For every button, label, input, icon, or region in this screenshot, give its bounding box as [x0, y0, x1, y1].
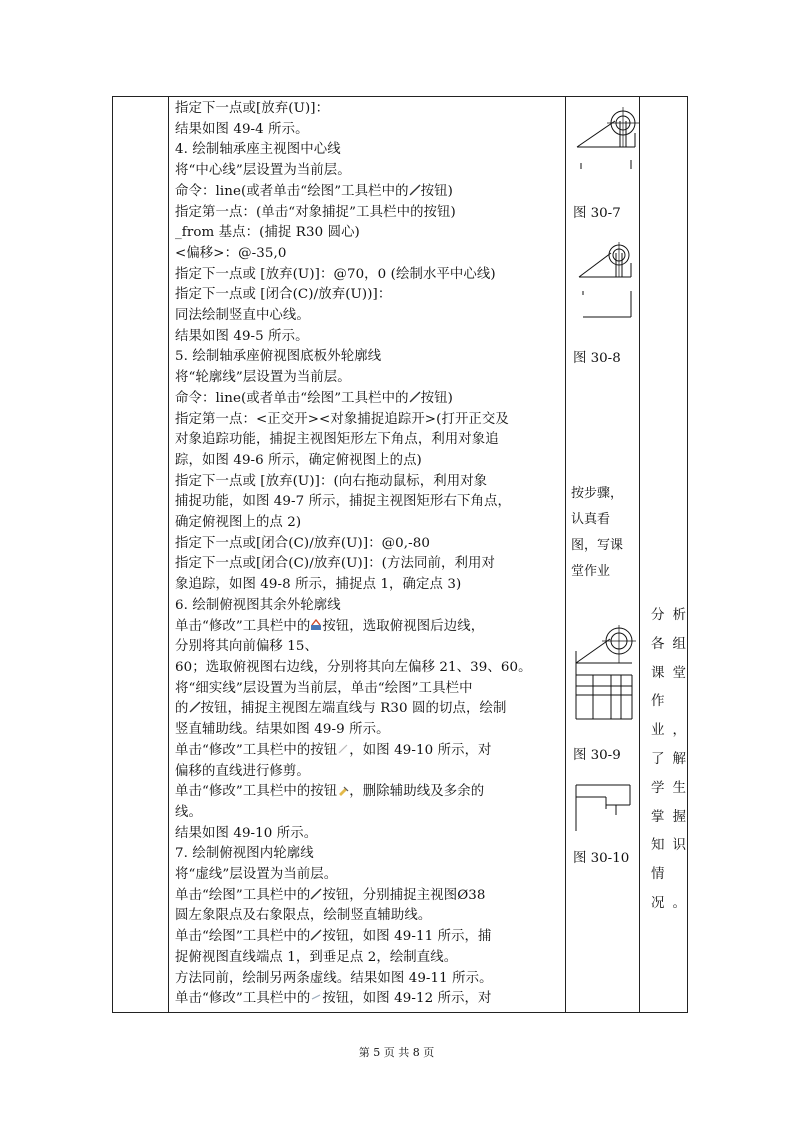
- text-line: 指定下一点或[闭合(C)/放弃(U)]：@0,-80: [175, 535, 431, 551]
- eval-line: 情: [651, 866, 673, 883]
- bearing-seat-figure-2: [579, 239, 649, 321]
- text-line: 方法同前，绘制另两条虚线。结果如图 49-11 所示。: [175, 970, 493, 986]
- bearing-seat-figure-3: [576, 623, 642, 719]
- text-line: [175, 699, 565, 720]
- text-line: 圆左象限点及右象限点，绘制竖直辅助线。: [175, 908, 432, 924]
- note-line: 按步骤，: [571, 486, 624, 501]
- text-line: 象追踪，如图 49-8 所示，捕捉点 1，确定点 3): [175, 577, 462, 593]
- text-line: [175, 886, 565, 907]
- trim-tool-icon: [337, 743, 349, 755]
- text-line: [175, 389, 565, 410]
- line-tool-icon: [189, 701, 201, 713]
- text-line: [175, 927, 565, 948]
- text-line: 确定俯视图上的点 2): [175, 515, 302, 531]
- text-line: [175, 782, 565, 803]
- text-line: 指定第一点：<正交开><对象捕捉追踪开>(打开正交及: [175, 411, 509, 427]
- text-line: 结果如图 49-4 所示。: [175, 121, 309, 137]
- text-line: [175, 989, 565, 1010]
- text-line: 7. 绘制俯视图内轮廓线: [175, 846, 314, 862]
- text-line: [175, 182, 565, 203]
- note-line: 图，写课: [571, 538, 624, 553]
- text-span: 单击“绘图”工具栏中的: [175, 887, 311, 903]
- text-line: [175, 741, 565, 762]
- text-line: 6. 绘制俯视图其余外轮廓线: [175, 597, 341, 613]
- procedure-text: [175, 99, 565, 1010]
- eval-line: 掌握: [651, 808, 694, 825]
- eval-line: 课堂: [651, 664, 694, 681]
- text-line: 分别将其向前偏移 15、: [175, 639, 319, 655]
- lesson-table: [112, 96, 694, 1013]
- note-line: 堂作业: [571, 564, 611, 579]
- figure-caption: 图 30-10: [573, 851, 630, 866]
- text-line: 指定下一点或[闭合(C)/放弃(U)]：(方法同前，利用对: [175, 556, 495, 572]
- text-span: 单击“修改”工具栏中的按钮: [175, 742, 338, 758]
- column-divider: [565, 97, 566, 1012]
- text-line: 60；选取俯视图右边线，分别将其向左偏移 21、39、60。: [175, 659, 532, 675]
- eval-line: 学生: [651, 779, 694, 796]
- text-line: <偏移>：@-35,0: [175, 245, 287, 261]
- text-line: 结果如图 49-10 所示。: [175, 825, 318, 841]
- text-span: ，删除辅助线及多余的: [349, 784, 485, 800]
- bearing-seat-figure-4: [576, 785, 638, 831]
- text-line: 踪，如图 49-6 所示，确定俯视图上的点): [175, 452, 422, 468]
- erase-tool-icon: [337, 784, 349, 796]
- text-span: 按钮): [420, 390, 453, 406]
- eval-line: 分析: [651, 607, 694, 623]
- eval-line: 业，: [651, 722, 694, 739]
- text-line: 指定下一点或 [放弃(U)]：@70，0 (绘制水平中心线): [175, 266, 496, 282]
- text-line: 将“细实线”层设置为当前层，单击“绘图”工具栏中: [175, 680, 473, 696]
- text-span: ，如图 49-10 所示，对: [349, 742, 492, 758]
- text-span: 按钮，分别捕捉主视图Ø38: [322, 887, 486, 903]
- text-line: _from 基点：(捕捉 R30 圆心): [175, 225, 360, 241]
- note-line: 认真看: [571, 512, 611, 527]
- text-span: 按钮，捕捉主视图左端直线与 R30 圆的切点，绘制: [200, 701, 507, 717]
- text-line: 结果如图 49-5 所示。: [175, 328, 309, 344]
- line-tool-icon: [409, 184, 421, 196]
- text-line: 指定第一点：(单击“对象捕捉”工具栏中的按钮): [175, 204, 456, 220]
- text-span: 按钮): [420, 183, 453, 199]
- text-line: 5. 绘制轴承座俯视图底板外轮廓线: [175, 349, 382, 365]
- text-line: 指定下一点或 [闭合(C)/放弃(U))]：: [175, 287, 392, 303]
- text-line: 偏移的直线进行修剪。: [175, 763, 310, 779]
- evaluation-column: [639, 601, 694, 918]
- figure-caption: 图 30-7: [573, 206, 621, 221]
- eval-line: 了解: [651, 750, 694, 767]
- figure-caption: 图 30-9: [573, 748, 621, 763]
- text-line: 同法绘制竖直中心线。: [175, 308, 310, 324]
- text-span: 单击“修改”工具栏中的按钮: [175, 784, 338, 800]
- line-tool-icon: [409, 391, 421, 403]
- text-span: 的: [175, 701, 189, 717]
- text-span: 命令：line(或者单击“绘图”工具栏中的: [175, 390, 409, 406]
- text-span: 单击“修改”工具栏中的: [175, 991, 311, 1007]
- text-line: 将“虚线”层设置为当前层。: [175, 867, 338, 883]
- step-note: [571, 481, 651, 585]
- text-span: 按钮，如图 49-12 所示，对: [322, 991, 492, 1007]
- text-line: 将“中心线”层设置为当前层。: [175, 163, 351, 179]
- line-tool-icon: [310, 929, 322, 941]
- text-line: 捕捉功能，如图 49-7 所示，捕捉主视图矩形右下角点，: [175, 494, 511, 510]
- text-line: [175, 617, 565, 638]
- text-span: 单击“绘图”工具栏中的: [175, 929, 311, 945]
- eval-line: 作: [651, 693, 673, 710]
- eval-line: 各组: [651, 635, 694, 652]
- offset-tool-icon: [310, 619, 322, 631]
- text-line: 将“轮廓线”层设置为当前层。: [175, 370, 351, 386]
- eval-line: 况。: [651, 894, 694, 911]
- text-line: 线。: [175, 804, 202, 820]
- text-line: 指定下一点或[放弃(U)]：: [175, 101, 330, 116]
- figure-caption: 图 30-8: [573, 351, 621, 366]
- text-span: 命令：line(或者单击“绘图”工具栏中的: [175, 183, 409, 199]
- text-line: 指定下一点或 [放弃(U)]：(向右拖动鼠标，利用对象: [175, 473, 488, 489]
- text-span: 单击“修改”工具栏中的: [175, 618, 311, 634]
- line-tool-icon: [310, 888, 322, 900]
- bearing-seat-figure-1: [577, 105, 647, 177]
- column-divider: [168, 97, 169, 1012]
- text-line: 对象追踪功能，捕捉主视图矩形左下角点，利用对象追: [175, 432, 499, 448]
- text-span: 按钮，如图 49-11 所示，捕: [322, 929, 492, 945]
- text-line: 捉俯视图直线端点 1，到垂足点 2，绘制直线。: [175, 949, 458, 965]
- text-span: 按钮，选取俯视图后边线，: [322, 618, 485, 634]
- text-line: 4. 绘制轴承座主视图中心线: [175, 142, 341, 158]
- page-footer: 第 5 页 共 8 页: [358, 1046, 435, 1059]
- eval-line: 知识: [651, 837, 694, 854]
- trim-tool-icon: [310, 991, 322, 1003]
- text-line: 竖直辅助线。结果如图 49-9 所示。: [175, 722, 390, 738]
